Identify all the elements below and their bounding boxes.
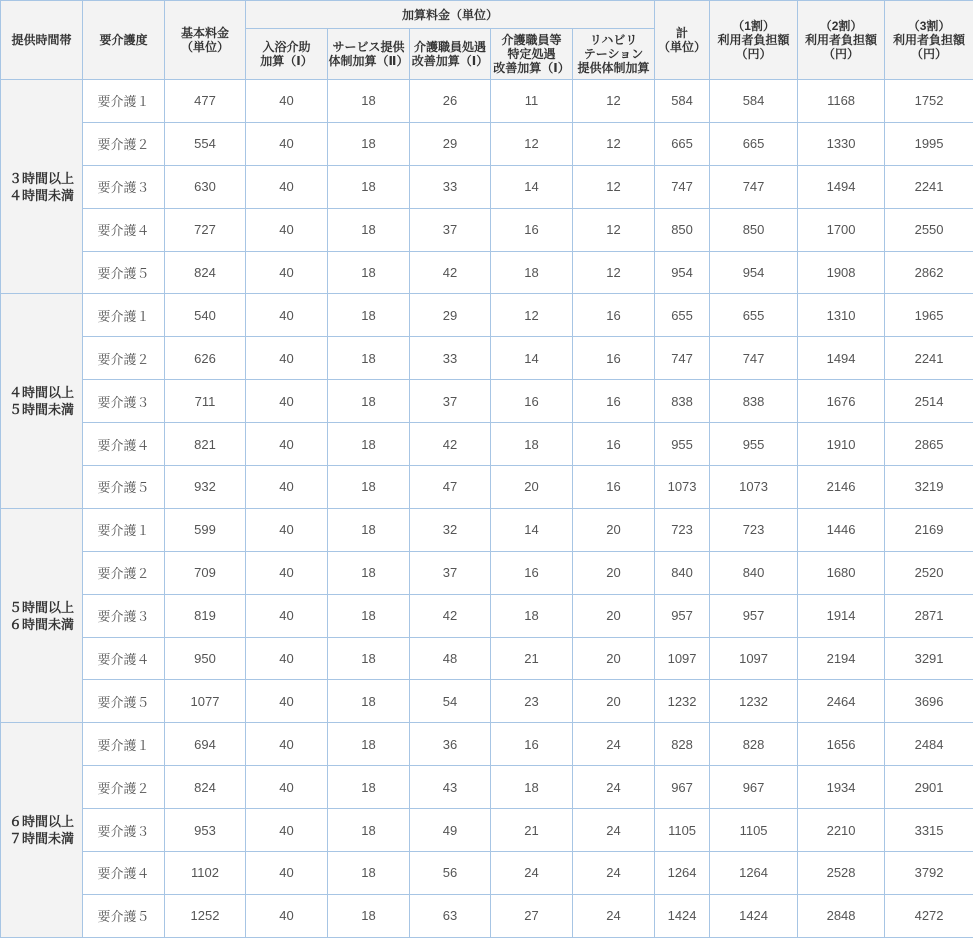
base-fee-cell: 950: [165, 637, 246, 680]
care-level-cell: 要介護３: [83, 594, 165, 637]
copay-20pct-cell: 2146: [798, 466, 885, 509]
specific-treatment-addition-cell: 18: [491, 423, 573, 466]
copay-30pct-cell: 2865: [885, 423, 973, 466]
bath-assist-addition-cell: 40: [246, 551, 328, 594]
copay-30pct-cell: 2514: [885, 380, 973, 423]
table-row: [1, 294, 973, 337]
staff-treatment-addition-cell: 43: [410, 766, 491, 809]
service-system-addition-cell: 18: [328, 508, 410, 551]
care-level-cell: 要介護４: [83, 852, 165, 895]
staff-treatment-addition-cell: 54: [410, 680, 491, 723]
service-system-addition-cell: 18: [328, 723, 410, 766]
staff-treatment-addition-cell: 42: [410, 251, 491, 294]
bath-assist-addition-cell: 40: [246, 637, 328, 680]
copay-10pct-cell: 967: [710, 766, 798, 809]
staff-treatment-addition-cell: 42: [410, 594, 491, 637]
care-level-cell: 要介護２: [83, 122, 165, 165]
copay-30pct-cell: 2520: [885, 551, 973, 594]
copay-10pct-cell: 747: [710, 337, 798, 380]
specific-treatment-addition-cell: 14: [491, 337, 573, 380]
bath-assist-addition-header: 入浴介助 加算（Ⅰ）: [246, 29, 328, 80]
copay-10pct-cell: 665: [710, 122, 798, 165]
bath-assist-addition-cell: 40: [246, 122, 328, 165]
rehab-system-addition-cell: 24: [573, 809, 655, 852]
total-units-cell: 665: [655, 122, 710, 165]
base-fee-cell: 824: [165, 766, 246, 809]
care-level-cell: 要介護１: [83, 723, 165, 766]
base-fee-header: 基本料金 （単位）: [165, 1, 246, 80]
table-row: [1, 508, 973, 551]
copay-20pct-cell: 1168: [798, 80, 885, 123]
bath-assist-addition-cell: 40: [246, 380, 328, 423]
specific-treatment-addition-cell: 11: [491, 80, 573, 123]
base-fee-cell: 694: [165, 723, 246, 766]
care-level-cell: 要介護５: [83, 680, 165, 723]
bath-assist-addition-cell: 40: [246, 809, 328, 852]
table-row: [1, 594, 973, 637]
base-fee-cell: 599: [165, 508, 246, 551]
copay-30pct-header: （3割） 利用者負担額 （円）: [885, 1, 973, 80]
rehab-system-addition-cell: 12: [573, 122, 655, 165]
rehab-system-addition-cell: 24: [573, 766, 655, 809]
copay-10pct-cell: 955: [710, 423, 798, 466]
table-header: [1, 1, 973, 80]
rehab-system-addition-header: リハビリ テーション 提供体制加算: [573, 29, 655, 80]
table-row: [1, 423, 973, 466]
time-band-header: 提供時間帯: [1, 1, 83, 80]
care-level-cell: 要介護４: [83, 423, 165, 466]
time-band-cell: ６時間以上 ７時間未満: [1, 723, 83, 937]
base-fee-cell: 554: [165, 122, 246, 165]
total-units-cell: 957: [655, 594, 710, 637]
service-system-addition-cell: 18: [328, 165, 410, 208]
table-row: [1, 894, 973, 937]
total-units-cell: 838: [655, 380, 710, 423]
copay-10pct-cell: 1097: [710, 637, 798, 680]
base-fee-cell: 709: [165, 551, 246, 594]
copay-20pct-cell: 1494: [798, 165, 885, 208]
staff-treatment-addition-cell: 29: [410, 294, 491, 337]
specific-treatment-addition-cell: 14: [491, 165, 573, 208]
total-units-cell: 747: [655, 337, 710, 380]
table-row: [1, 208, 973, 251]
bath-assist-addition-cell: 40: [246, 852, 328, 895]
care-level-cell: 要介護５: [83, 251, 165, 294]
staff-treatment-addition-cell: 37: [410, 551, 491, 594]
copay-10pct-cell: 840: [710, 551, 798, 594]
time-band-cell: ５時間以上 ６時間未満: [1, 508, 83, 722]
copay-30pct-cell: 2241: [885, 165, 973, 208]
care-level-cell: 要介護１: [83, 80, 165, 123]
rehab-system-addition-cell: 12: [573, 208, 655, 251]
bath-assist-addition-cell: 40: [246, 766, 328, 809]
rehab-system-addition-cell: 20: [573, 594, 655, 637]
care-level-cell: 要介護４: [83, 637, 165, 680]
specific-treatment-addition-cell: 27: [491, 894, 573, 937]
bath-assist-addition-cell: 40: [246, 165, 328, 208]
bath-assist-addition-cell: 40: [246, 594, 328, 637]
staff-treatment-addition-cell: 37: [410, 208, 491, 251]
base-fee-cell: 819: [165, 594, 246, 637]
base-fee-cell: 540: [165, 294, 246, 337]
specific-treatment-addition-cell: 16: [491, 208, 573, 251]
service-system-addition-cell: 18: [328, 894, 410, 937]
table-row: [1, 852, 973, 895]
copay-20pct-cell: 1676: [798, 380, 885, 423]
time-band-cell: ４時間以上 ５時間未満: [1, 294, 83, 508]
care-level-cell: 要介護４: [83, 208, 165, 251]
service-system-addition-cell: 18: [328, 551, 410, 594]
base-fee-cell: 953: [165, 809, 246, 852]
copay-30pct-cell: 3291: [885, 637, 973, 680]
service-system-addition-cell: 18: [328, 766, 410, 809]
care-level-cell: 要介護３: [83, 380, 165, 423]
service-system-addition-cell: 18: [328, 852, 410, 895]
care-level-cell: 要介護３: [83, 165, 165, 208]
copay-30pct-cell: 3696: [885, 680, 973, 723]
staff-treatment-addition-cell: 26: [410, 80, 491, 123]
rehab-system-addition-cell: 20: [573, 551, 655, 594]
bath-assist-addition-cell: 40: [246, 208, 328, 251]
service-system-addition-header: サービス提供 体制加算（Ⅱ）: [328, 29, 410, 80]
total-units-cell: 1105: [655, 809, 710, 852]
copay-30pct-cell: 3792: [885, 852, 973, 895]
rehab-system-addition-cell: 24: [573, 723, 655, 766]
copay-10pct-cell: 1424: [710, 894, 798, 937]
copay-30pct-cell: 1995: [885, 122, 973, 165]
service-system-addition-cell: 18: [328, 466, 410, 509]
copay-20pct-cell: 1330: [798, 122, 885, 165]
staff-treatment-addition-cell: 36: [410, 723, 491, 766]
total-units-header: 計 （単位）: [655, 1, 710, 80]
rehab-system-addition-cell: 20: [573, 680, 655, 723]
bath-assist-addition-cell: 40: [246, 723, 328, 766]
rehab-system-addition-cell: 16: [573, 337, 655, 380]
table-row: [1, 337, 973, 380]
base-fee-cell: 932: [165, 466, 246, 509]
care-level-cell: 要介護１: [83, 294, 165, 337]
copay-30pct-cell: 2169: [885, 508, 973, 551]
bath-assist-addition-cell: 40: [246, 894, 328, 937]
copay-20pct-cell: 1914: [798, 594, 885, 637]
table-body: [1, 80, 973, 938]
copay-10pct-cell: 838: [710, 380, 798, 423]
total-units-cell: 1232: [655, 680, 710, 723]
care-level-cell: 要介護３: [83, 809, 165, 852]
specific-treatment-addition-cell: 12: [491, 294, 573, 337]
copay-10pct-cell: 850: [710, 208, 798, 251]
copay-20pct-cell: 1446: [798, 508, 885, 551]
service-system-addition-cell: 18: [328, 294, 410, 337]
copay-10pct-cell: 828: [710, 723, 798, 766]
copay-30pct-cell: 1965: [885, 294, 973, 337]
copay-20pct-cell: 1680: [798, 551, 885, 594]
base-fee-cell: 1252: [165, 894, 246, 937]
copay-20pct-cell: 1934: [798, 766, 885, 809]
bath-assist-addition-cell: 40: [246, 251, 328, 294]
table-row: [1, 80, 973, 123]
rehab-system-addition-cell: 24: [573, 852, 655, 895]
copay-30pct-cell: 4272: [885, 894, 973, 937]
service-system-addition-cell: 18: [328, 423, 410, 466]
bath-assist-addition-cell: 40: [246, 423, 328, 466]
copay-20pct-cell: 2210: [798, 809, 885, 852]
specific-treatment-addition-cell: 21: [491, 809, 573, 852]
table-row: [1, 680, 973, 723]
base-fee-cell: 477: [165, 80, 246, 123]
staff-treatment-addition-cell: 29: [410, 122, 491, 165]
specific-treatment-addition-cell: 18: [491, 766, 573, 809]
total-units-cell: 955: [655, 423, 710, 466]
base-fee-cell: 727: [165, 208, 246, 251]
copay-20pct-cell: 1310: [798, 294, 885, 337]
copay-30pct-cell: 2901: [885, 766, 973, 809]
copay-10pct-cell: 954: [710, 251, 798, 294]
base-fee-cell: 626: [165, 337, 246, 380]
staff-treatment-addition-cell: 33: [410, 165, 491, 208]
copay-20pct-header: （2割） 利用者負担額 （円）: [798, 1, 885, 80]
table-row: [1, 251, 973, 294]
time-band-cell: ３時間以上 ４時間未満: [1, 80, 83, 294]
staff-treatment-addition-cell: 56: [410, 852, 491, 895]
care-level-cell: 要介護５: [83, 894, 165, 937]
service-system-addition-cell: 18: [328, 809, 410, 852]
specific-treatment-addition-cell: 16: [491, 380, 573, 423]
copay-10pct-cell: 1264: [710, 852, 798, 895]
table-row: [1, 637, 973, 680]
bath-assist-addition-cell: 40: [246, 337, 328, 380]
specific-treatment-addition-cell: 12: [491, 122, 573, 165]
copay-10pct-cell: 655: [710, 294, 798, 337]
bath-assist-addition-cell: 40: [246, 680, 328, 723]
copay-30pct-cell: 2862: [885, 251, 973, 294]
base-fee-cell: 630: [165, 165, 246, 208]
copay-10pct-cell: 747: [710, 165, 798, 208]
staff-treatment-addition-cell: 63: [410, 894, 491, 937]
base-fee-cell: 824: [165, 251, 246, 294]
copay-20pct-cell: 1494: [798, 337, 885, 380]
care-level-cell: 要介護５: [83, 466, 165, 509]
total-units-cell: 747: [655, 165, 710, 208]
rehab-system-addition-cell: 20: [573, 508, 655, 551]
total-units-cell: 1264: [655, 852, 710, 895]
staff-treatment-addition-cell: 37: [410, 380, 491, 423]
staff-treatment-addition-cell: 47: [410, 466, 491, 509]
copay-20pct-cell: 1700: [798, 208, 885, 251]
additional-fees-header: 加算料金（単位）: [246, 1, 655, 29]
care-level-cell: 要介護２: [83, 766, 165, 809]
copay-10pct-cell: 1105: [710, 809, 798, 852]
service-system-addition-cell: 18: [328, 637, 410, 680]
total-units-cell: 828: [655, 723, 710, 766]
total-units-cell: 584: [655, 80, 710, 123]
staff-treatment-addition-cell: 32: [410, 508, 491, 551]
service-system-addition-cell: 18: [328, 680, 410, 723]
copay-30pct-cell: 2484: [885, 723, 973, 766]
copay-10pct-header: （1割） 利用者負担額 （円）: [710, 1, 798, 80]
copay-20pct-cell: 1910: [798, 423, 885, 466]
copay-30pct-cell: 2550: [885, 208, 973, 251]
copay-30pct-cell: 3315: [885, 809, 973, 852]
copay-10pct-cell: 957: [710, 594, 798, 637]
care-level-cell: 要介護１: [83, 508, 165, 551]
total-units-cell: 1073: [655, 466, 710, 509]
bath-assist-addition-cell: 40: [246, 80, 328, 123]
table-row: [1, 723, 973, 766]
table-row: [1, 551, 973, 594]
rehab-system-addition-cell: 12: [573, 165, 655, 208]
total-units-cell: 954: [655, 251, 710, 294]
care-level-header: 要介護度: [83, 1, 165, 80]
staff-treatment-addition-header: 介護職員処遇 改善加算（Ⅰ）: [410, 29, 491, 80]
copay-20pct-cell: 2848: [798, 894, 885, 937]
header-row-main: [1, 1, 973, 29]
base-fee-cell: 711: [165, 380, 246, 423]
service-system-addition-cell: 18: [328, 208, 410, 251]
service-system-addition-cell: 18: [328, 122, 410, 165]
rehab-system-addition-cell: 16: [573, 380, 655, 423]
rehab-system-addition-cell: 12: [573, 251, 655, 294]
rehab-system-addition-cell: 16: [573, 423, 655, 466]
copay-20pct-cell: 1908: [798, 251, 885, 294]
copay-10pct-cell: 1232: [710, 680, 798, 723]
staff-treatment-addition-cell: 33: [410, 337, 491, 380]
specific-treatment-addition-cell: 16: [491, 723, 573, 766]
base-fee-cell: 1102: [165, 852, 246, 895]
total-units-cell: 1424: [655, 894, 710, 937]
copay-30pct-cell: 2241: [885, 337, 973, 380]
copay-20pct-cell: 2528: [798, 852, 885, 895]
rehab-system-addition-cell: 24: [573, 894, 655, 937]
rehab-system-addition-cell: 16: [573, 466, 655, 509]
table-row: [1, 466, 973, 509]
copay-20pct-cell: 2194: [798, 637, 885, 680]
table-row: [1, 809, 973, 852]
copay-10pct-cell: 584: [710, 80, 798, 123]
total-units-cell: 655: [655, 294, 710, 337]
bath-assist-addition-cell: 40: [246, 466, 328, 509]
bath-assist-addition-cell: 40: [246, 294, 328, 337]
specific-treatment-addition-cell: 18: [491, 251, 573, 294]
specific-treatment-addition-cell: 16: [491, 551, 573, 594]
copay-10pct-cell: 723: [710, 508, 798, 551]
service-system-addition-cell: 18: [328, 251, 410, 294]
copay-20pct-cell: 2464: [798, 680, 885, 723]
table-row: [1, 122, 973, 165]
table-row: [1, 766, 973, 809]
copay-30pct-cell: 2871: [885, 594, 973, 637]
rehab-system-addition-cell: 16: [573, 294, 655, 337]
total-units-cell: 850: [655, 208, 710, 251]
service-system-addition-cell: 18: [328, 337, 410, 380]
table-row: [1, 165, 973, 208]
specific-treatment-addition-header: 介護職員等 特定処遇 改善加算（Ⅰ）: [491, 29, 573, 80]
service-system-addition-cell: 18: [328, 80, 410, 123]
service-system-addition-cell: 18: [328, 380, 410, 423]
table-row: [1, 380, 973, 423]
copay-30pct-cell: 3219: [885, 466, 973, 509]
copay-30pct-cell: 1752: [885, 80, 973, 123]
base-fee-cell: 1077: [165, 680, 246, 723]
total-units-cell: 1097: [655, 637, 710, 680]
staff-treatment-addition-cell: 49: [410, 809, 491, 852]
total-units-cell: 723: [655, 508, 710, 551]
total-units-cell: 967: [655, 766, 710, 809]
staff-treatment-addition-cell: 48: [410, 637, 491, 680]
total-units-cell: 840: [655, 551, 710, 594]
specific-treatment-addition-cell: 21: [491, 637, 573, 680]
specific-treatment-addition-cell: 23: [491, 680, 573, 723]
bath-assist-addition-cell: 40: [246, 508, 328, 551]
staff-treatment-addition-cell: 42: [410, 423, 491, 466]
copay-10pct-cell: 1073: [710, 466, 798, 509]
care-level-cell: 要介護２: [83, 337, 165, 380]
copay-20pct-cell: 1656: [798, 723, 885, 766]
rehab-system-addition-cell: 12: [573, 80, 655, 123]
base-fee-cell: 821: [165, 423, 246, 466]
care-level-cell: 要介護２: [83, 551, 165, 594]
specific-treatment-addition-cell: 20: [491, 466, 573, 509]
service-system-addition-cell: 18: [328, 594, 410, 637]
specific-treatment-addition-cell: 18: [491, 594, 573, 637]
specific-treatment-addition-cell: 24: [491, 852, 573, 895]
specific-treatment-addition-cell: 14: [491, 508, 573, 551]
rehab-system-addition-cell: 20: [573, 637, 655, 680]
